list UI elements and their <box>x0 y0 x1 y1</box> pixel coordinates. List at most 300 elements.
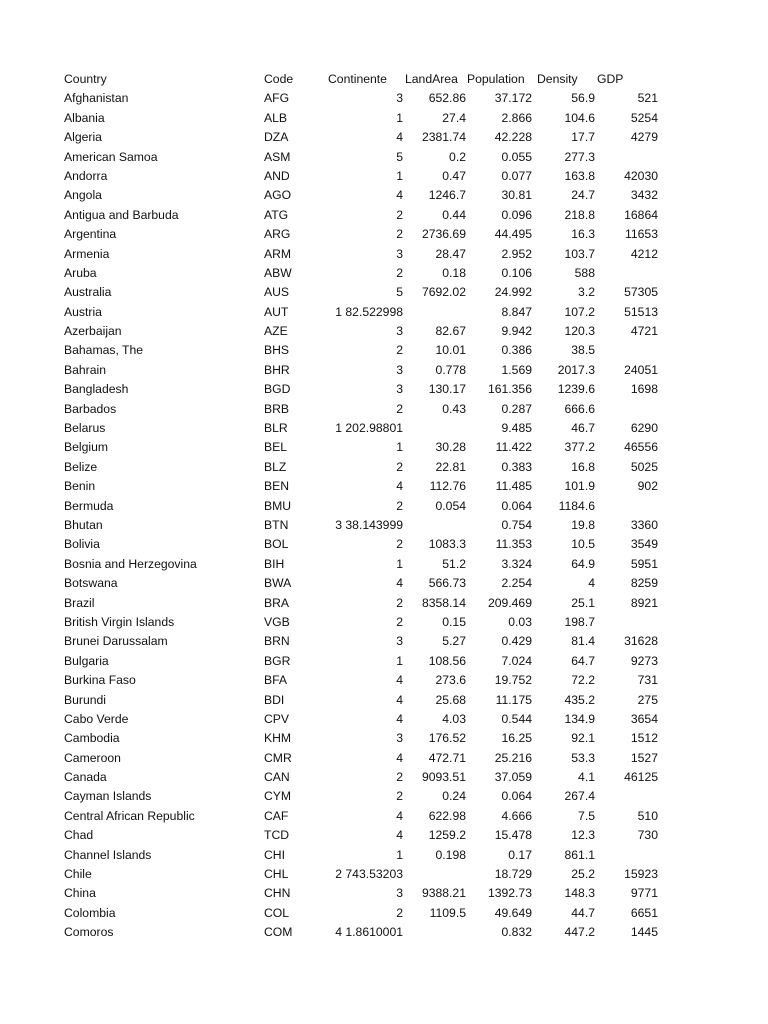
cell-gdp: 3654 <box>630 711 658 726</box>
table-row <box>0 613 768 632</box>
cell-country: Benin <box>64 479 96 494</box>
table-row <box>0 341 768 360</box>
cell-density: 25.1 <box>571 595 595 610</box>
table-row <box>0 128 768 147</box>
cell-code: VGB <box>264 614 290 629</box>
cell-code: COL <box>264 905 290 920</box>
cell-code: AUT <box>264 304 289 319</box>
table-row <box>0 245 768 264</box>
table-row <box>0 109 768 128</box>
cell-density: 120.3 <box>564 324 595 339</box>
table-body <box>0 89 768 942</box>
cell-land-area: 0.43 <box>442 401 466 416</box>
cell-gdp: 5025 <box>630 459 658 474</box>
cell-country: Armenia <box>64 246 110 261</box>
table-row <box>0 497 768 516</box>
cell-population: 11.485 <box>495 479 532 494</box>
cell-population: 11.422 <box>495 440 532 455</box>
cell-continent: 1 <box>396 440 403 455</box>
cell-density: 53.3 <box>571 750 595 765</box>
cell-country: Canada <box>64 770 107 785</box>
cell-country: Botswana <box>64 576 118 591</box>
cell-code: BRN <box>264 634 290 649</box>
cell-density: 666.6 <box>564 401 595 416</box>
cell-land-area: 27.4 <box>442 110 466 125</box>
cell-land-area: 0.47 <box>442 168 466 183</box>
cell-code: ARM <box>264 246 292 261</box>
cell-land-area: 108.56 <box>428 653 466 668</box>
cell-continent: 2 <box>396 207 403 222</box>
cell-density: 24.7 <box>571 188 595 203</box>
cell-country: Bhutan <box>64 517 103 532</box>
cell-population: 2.952 <box>501 246 532 261</box>
cell-land-area: 8358.14 <box>421 595 466 610</box>
cell-population: 0.386 <box>501 343 532 358</box>
cell-density: 435.2 <box>564 692 595 707</box>
cell-population: 44.495 <box>494 227 532 242</box>
cell-density: 267.4 <box>564 789 595 804</box>
cell-code: BHS <box>264 343 290 358</box>
table-row <box>0 322 768 341</box>
cell-gdp: 8259 <box>630 576 658 591</box>
cell-code: BOL <box>264 537 289 552</box>
cell-code: BHR <box>264 362 290 377</box>
table-row <box>0 729 768 748</box>
cell-population: 0.429 <box>501 634 532 649</box>
cell-continent: 2 <box>396 498 403 513</box>
cell-continent: 4 <box>396 479 403 494</box>
table-row <box>0 826 768 845</box>
cell-density: 25.2 <box>571 867 595 882</box>
table-row <box>0 303 768 322</box>
cell-density: 104.6 <box>564 110 595 125</box>
table-row <box>0 787 768 806</box>
cell-density: 163.8 <box>564 168 595 183</box>
cell-density: 44.7 <box>571 905 595 920</box>
cell-density: 277.3 <box>564 149 595 164</box>
cell-population: 209.469 <box>487 595 532 610</box>
cell-population: 1.569 <box>501 362 532 377</box>
cell-code: AZE <box>264 324 288 339</box>
cell-land-area: 0.198 <box>435 847 466 862</box>
cell-continent: 1 <box>396 110 403 125</box>
cell-country: Austria <box>64 304 102 319</box>
cell-continent: 4 <box>396 692 403 707</box>
cell-code: CAN <box>264 770 290 785</box>
table-row <box>0 632 768 651</box>
cell-gdp: 15923 <box>624 867 658 882</box>
cell-gdp: 42030 <box>624 168 658 183</box>
cell-country: Bahamas, The <box>64 343 144 358</box>
cell-land-area: 1083.3 <box>428 537 466 552</box>
cell-land-area: 0.2 <box>449 149 466 164</box>
cell-land-area: 472.71 <box>428 750 466 765</box>
cell-population: 7.024 <box>501 653 532 668</box>
cell-gdp: 57305 <box>624 285 658 300</box>
cell-land-area: 10.01 <box>435 343 466 358</box>
cell-code: AND <box>264 168 290 183</box>
cell-code: BGD <box>264 382 291 397</box>
cell-continent: 2 <box>396 789 403 804</box>
cell-code: BGR <box>264 653 291 668</box>
cell-code: KHM <box>264 731 292 746</box>
table-row <box>0 516 768 535</box>
cell-population: 2.866 <box>501 110 532 125</box>
cell-population: 24.992 <box>494 285 532 300</box>
cell-land-area: 1246.7 <box>428 188 466 203</box>
cell-continent: 2 <box>396 343 403 358</box>
cell-code: TCD <box>264 828 290 843</box>
cell-population: 4.666 <box>501 808 532 823</box>
cell-population: 15.478 <box>494 828 532 843</box>
cell-gdp: 902 <box>637 479 658 494</box>
cell-land-area: 4.03 <box>442 711 466 726</box>
cell-country: Bulgaria <box>64 653 109 668</box>
table-row <box>0 225 768 244</box>
table-row <box>0 206 768 225</box>
cell-gdp: 31628 <box>624 634 658 649</box>
cell-density: 72.2 <box>571 673 595 688</box>
cell-population: 0.096 <box>501 207 532 222</box>
cell-continent: 1 202.98801 <box>335 421 403 436</box>
cell-code: CAF <box>264 808 289 823</box>
cell-density: 7.5 <box>578 808 595 823</box>
cell-population: 0.544 <box>501 711 532 726</box>
cell-code: CHN <box>264 886 291 901</box>
cell-population: 0.754 <box>501 517 532 532</box>
cell-code: AUS <box>264 285 290 300</box>
cell-land-area: 0.778 <box>435 362 466 377</box>
cell-population: 161.356 <box>487 382 532 397</box>
cell-country: American Samoa <box>64 149 158 164</box>
cell-continent: 2 <box>396 595 403 610</box>
table-row <box>0 148 768 167</box>
cell-country: Chad <box>64 828 94 843</box>
table-row <box>0 380 768 399</box>
cell-code: CYM <box>264 789 292 804</box>
cell-population: 8.847 <box>501 304 532 319</box>
cell-code: ATG <box>264 207 289 222</box>
cell-continent: 4 <box>396 750 403 765</box>
cell-density: 92.1 <box>571 731 595 746</box>
table-row <box>0 652 768 671</box>
cell-population: 2.254 <box>501 576 532 591</box>
cell-country: British Virgin Islands <box>64 614 175 629</box>
cell-gdp: 46556 <box>624 440 658 455</box>
table-row <box>0 671 768 690</box>
table-row <box>0 710 768 729</box>
cell-population: 3.324 <box>501 556 532 571</box>
cell-country: Chile <box>64 867 92 882</box>
table-row <box>0 846 768 865</box>
cell-code: ABW <box>264 265 292 280</box>
cell-gdp: 3549 <box>630 537 658 552</box>
header-gdp: GDP <box>597 72 624 86</box>
cell-land-area: 2381.74 <box>421 130 466 145</box>
header-code: Code <box>264 72 294 86</box>
cell-gdp: 4721 <box>630 324 658 339</box>
cell-code: CMR <box>264 750 292 765</box>
cell-continent: 5 <box>396 149 403 164</box>
cell-country: Bahrain <box>64 362 107 377</box>
cell-land-area: 5.27 <box>442 634 466 649</box>
cell-population: 18.729 <box>494 867 532 882</box>
cell-land-area: 7692.02 <box>421 285 466 300</box>
cell-country: Central African Republic <box>64 808 195 823</box>
header-continent: Continente <box>328 72 387 86</box>
cell-continent: 3 <box>396 886 403 901</box>
cell-density: 107.2 <box>564 304 595 319</box>
cell-population: 0.03 <box>508 614 532 629</box>
cell-land-area: 30.28 <box>435 440 466 455</box>
cell-gdp: 9273 <box>630 653 658 668</box>
cell-continent: 1 <box>396 556 403 571</box>
cell-density: 198.7 <box>564 614 595 629</box>
cell-continent: 4 1.8610001 <box>335 925 403 940</box>
cell-country: Cameroon <box>64 750 121 765</box>
cell-code: AFG <box>264 91 290 106</box>
cell-continent: 4 <box>396 188 403 203</box>
cell-density: 12.3 <box>571 828 595 843</box>
cell-population: 9.485 <box>501 421 532 436</box>
cell-density: 64.7 <box>571 653 595 668</box>
table-row <box>0 264 768 283</box>
cell-continent: 3 <box>396 246 403 261</box>
cell-code: BDI <box>264 692 285 707</box>
table-row <box>0 477 768 496</box>
cell-density: 19.8 <box>571 517 595 532</box>
cell-continent: 3 <box>396 634 403 649</box>
cell-continent: 2 <box>396 401 403 416</box>
cell-density: 4 <box>588 576 595 591</box>
cell-country: Bangladesh <box>64 382 129 397</box>
cell-population: 0.832 <box>501 925 532 940</box>
table-row <box>0 884 768 903</box>
table-row <box>0 749 768 768</box>
cell-gdp: 24051 <box>624 362 658 377</box>
cell-code: BEL <box>264 440 288 455</box>
cell-population: 0.064 <box>501 789 532 804</box>
cell-land-area: 9093.51 <box>421 770 466 785</box>
cell-density: 103.7 <box>564 246 595 261</box>
table-row <box>0 361 768 380</box>
table-row <box>0 186 768 205</box>
cell-land-area: 0.44 <box>442 207 466 222</box>
cell-density: 16.8 <box>571 459 595 474</box>
header-country: Country <box>64 72 107 86</box>
cell-land-area: 1259.2 <box>428 828 466 843</box>
cell-continent: 2 <box>396 459 403 474</box>
cell-gdp: 1445 <box>630 925 658 940</box>
table-row <box>0 574 768 593</box>
table-row <box>0 535 768 554</box>
cell-code: BLR <box>264 421 288 436</box>
cell-density: 134.9 <box>564 711 595 726</box>
cell-gdp: 730 <box>637 828 658 843</box>
cell-land-area: 82.67 <box>435 324 466 339</box>
cell-gdp: 9771 <box>630 886 658 901</box>
table-row <box>0 555 768 574</box>
cell-continent: 3 38.143999 <box>335 517 403 532</box>
cell-land-area: 25.68 <box>435 692 466 707</box>
cell-population: 9.942 <box>501 324 532 339</box>
cell-population: 0.077 <box>501 168 532 183</box>
cell-continent: 1 <box>396 168 403 183</box>
cell-country: Bosnia and Herzegovina <box>64 556 197 571</box>
cell-code: ARG <box>264 227 291 242</box>
cell-population: 0.064 <box>501 498 532 513</box>
cell-gdp: 16864 <box>624 207 658 222</box>
cell-continent: 2 <box>396 770 403 785</box>
table-row <box>0 923 768 942</box>
cell-population: 30.81 <box>501 188 532 203</box>
cell-country: Bermuda <box>64 498 114 513</box>
cell-code: BLZ <box>264 459 287 474</box>
cell-continent: 4 <box>396 673 403 688</box>
cell-country: Comoros <box>64 925 114 940</box>
cell-country: Belgium <box>64 440 109 455</box>
cell-continent: 3 <box>396 91 403 106</box>
cell-land-area: 176.52 <box>428 731 466 746</box>
cell-population: 37.059 <box>494 770 532 785</box>
cell-gdp: 46125 <box>624 770 658 785</box>
cell-code: DZA <box>264 130 289 145</box>
cell-density: 588 <box>574 265 595 280</box>
cell-density: 81.4 <box>571 634 595 649</box>
cell-land-area: 22.81 <box>435 459 466 474</box>
cell-country: China <box>64 886 96 901</box>
table-row <box>0 167 768 186</box>
cell-population: 49.649 <box>494 905 532 920</box>
cell-land-area: 0.054 <box>435 498 466 513</box>
cell-country: Albania <box>64 110 105 125</box>
cell-country: Australia <box>64 285 112 300</box>
cell-continent: 3 <box>396 382 403 397</box>
cell-gdp: 1527 <box>630 750 658 765</box>
table-row <box>0 865 768 884</box>
cell-country: Aruba <box>64 265 97 280</box>
cell-density: 4.1 <box>578 770 595 785</box>
cell-continent: 4 <box>396 828 403 843</box>
cell-population: 0.106 <box>501 265 532 280</box>
cell-gdp: 11653 <box>625 227 658 242</box>
cell-code: BEN <box>264 479 290 494</box>
header-population: Population <box>467 72 525 86</box>
cell-continent: 1 <box>396 653 403 668</box>
cell-land-area: 652.86 <box>428 91 466 106</box>
table-row <box>0 807 768 826</box>
cell-continent: 2 <box>396 227 403 242</box>
header-land-area: LandArea <box>405 72 458 86</box>
cell-country: Andorra <box>64 168 108 183</box>
cell-density: 56.9 <box>571 91 595 106</box>
cell-continent: 1 82.522998 <box>335 304 403 319</box>
cell-gdp: 4279 <box>630 130 658 145</box>
cell-population: 19.752 <box>494 673 532 688</box>
cell-gdp: 3432 <box>630 188 658 203</box>
cell-continent: 2 743.53203 <box>335 867 403 882</box>
cell-code: ASM <box>264 149 291 164</box>
cell-continent: 3 <box>396 362 403 377</box>
cell-land-area: 566.73 <box>428 576 466 591</box>
cell-code: CHI <box>264 847 285 862</box>
cell-population: 37.172 <box>494 91 532 106</box>
cell-gdp: 1512 <box>630 731 658 746</box>
cell-gdp: 1698 <box>630 382 658 397</box>
cell-code: CHL <box>264 867 289 882</box>
cell-density: 17.7 <box>571 130 595 145</box>
cell-country: Barbados <box>64 401 117 416</box>
table-row <box>0 768 768 787</box>
cell-land-area: 2736.69 <box>421 227 466 242</box>
cell-code: BWA <box>264 576 292 591</box>
cell-density: 2017.3 <box>557 362 595 377</box>
cell-country: Belarus <box>64 421 106 436</box>
cell-land-area: 51.2 <box>442 556 466 571</box>
cell-country: Afghanistan <box>64 91 129 106</box>
cell-land-area: 0.18 <box>442 265 466 280</box>
cell-continent: 2 <box>396 537 403 552</box>
cell-continent: 3 <box>396 324 403 339</box>
spreadsheet <box>0 70 768 943</box>
cell-land-area: 0.15 <box>442 614 466 629</box>
cell-continent: 4 <box>396 130 403 145</box>
cell-country: Channel Islands <box>64 847 152 862</box>
cell-code: CPV <box>264 711 290 726</box>
cell-code: BFA <box>264 673 288 688</box>
cell-gdp: 275 <box>637 692 658 707</box>
cell-country: Algeria <box>64 130 102 145</box>
cell-country: Belize <box>64 459 98 474</box>
cell-continent: 3 <box>396 731 403 746</box>
cell-density: 10.5 <box>571 537 595 552</box>
cell-continent: 5 <box>396 285 403 300</box>
cell-land-area: 28.47 <box>435 246 466 261</box>
cell-country: Cayman Islands <box>64 789 152 804</box>
cell-population: 1392.73 <box>487 886 532 901</box>
cell-continent: 2 <box>396 905 403 920</box>
cell-gdp: 8921 <box>630 595 658 610</box>
cell-country: Colombia <box>64 905 116 920</box>
cell-land-area: 9388.21 <box>421 886 466 901</box>
table-row <box>0 458 768 477</box>
cell-country: Burundi <box>64 692 107 707</box>
cell-density: 447.2 <box>564 925 595 940</box>
cell-country: Bolivia <box>64 537 100 552</box>
cell-country: Antigua and Barbuda <box>64 207 179 222</box>
cell-country: Angola <box>64 188 102 203</box>
cell-gdp: 731 <box>637 673 658 688</box>
cell-gdp: 510 <box>637 808 658 823</box>
table-row <box>0 904 768 923</box>
cell-density: 16.3 <box>571 227 595 242</box>
cell-continent: 2 <box>396 614 403 629</box>
cell-population: 11.175 <box>495 692 532 707</box>
header-density: Density <box>537 72 578 86</box>
cell-population: 25.216 <box>494 750 532 765</box>
cell-continent: 1 <box>396 847 403 862</box>
cell-code: AGO <box>264 188 292 203</box>
cell-density: 38.5 <box>571 343 595 358</box>
cell-continent: 4 <box>396 576 403 591</box>
cell-continent: 2 <box>396 265 403 280</box>
cell-population: 11.353 <box>495 537 532 552</box>
cell-land-area: 622.98 <box>428 808 466 823</box>
cell-land-area: 0.24 <box>442 789 466 804</box>
cell-continent: 4 <box>396 808 403 823</box>
cell-gdp: 51513 <box>624 304 658 319</box>
cell-code: COM <box>264 925 293 940</box>
